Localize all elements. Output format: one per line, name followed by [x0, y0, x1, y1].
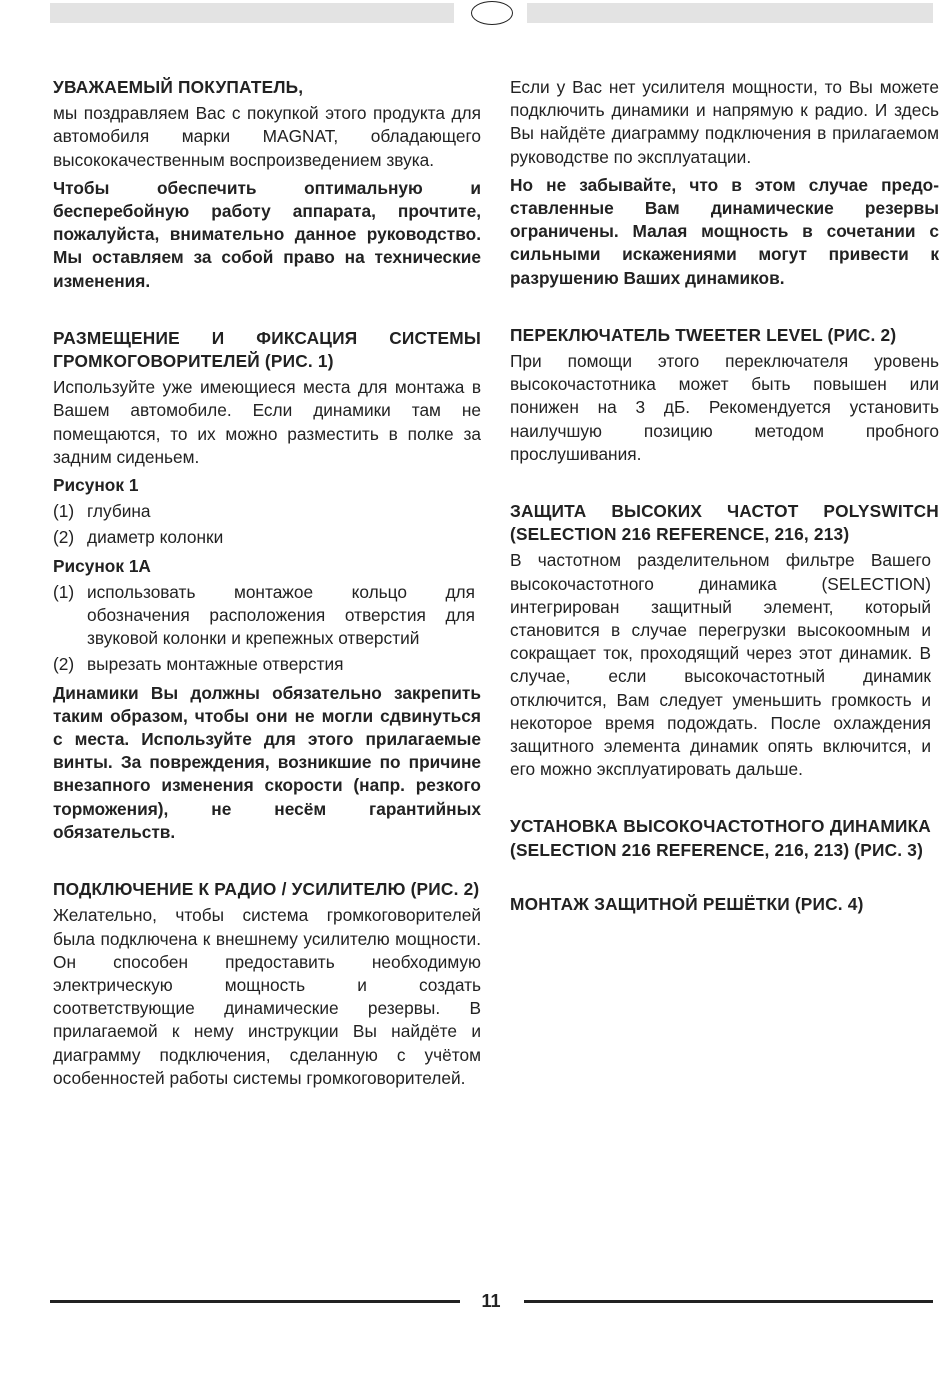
no-amplifier-notice: Но не забывайте, что в этом случае предоставленные Вам динамические резервы ограничены. Малая мощность в сочетании с сильными искажениями могут привести к разрушению Ваших динамиков.	[510, 174, 939, 288]
header-bar-left	[50, 3, 454, 23]
figure1-title: Рисунок 1	[53, 475, 139, 496]
greeting-heading: УВАЖАЕМЫЙ ПОКУПАТЕЛЬ,	[53, 77, 304, 97]
list-item: (1) использовать монтажое кольцо для обозначения расположения отверстия для звуковой колонки и крепежных отверстий	[53, 581, 475, 649]
placement-heading: РАЗМЕЩЕНИЕ И ФИКСАЦИЯ СИСТЕМЫ ГРОМКОГОВОРИТЕЛЕЙ (РИС. 1)	[53, 327, 481, 372]
tweeter-install-heading: УСТАНОВКА ВЫСОКОЧАСТОТНОГО ДИНАМИКА (SELECTION 216 REFERENCE, 216, 213) (РИС. 3)	[510, 816, 931, 860]
protection-heading: ЗАЩИТА ВЫСОКИХ ЧАСТОТ POLYSWITCH (SELECTION 216 REFERENCE, 216, 213)	[510, 501, 939, 545]
connection-text: Желательно, чтобы система громкоговорителей была подключена к внешнему усилителю мощности. Он способен предоставить необходимую электрическую мощность и создать соответствующие динамические резервы. В прилагаемой к нему инструкции Вы найдёте и диаграмму подключения, сделанную с учётом особенностей работы системы громкоговорителей.	[53, 905, 481, 1088]
list-item: (2) вырезать монтажные отверстия	[53, 654, 344, 675]
language-flag-oval-icon	[471, 1, 513, 25]
no-amplifier-text: Если у Вас нет усилителя мощности, то Вы можете подключить динамики и напрямую к радио. И здесь Вы найдёте диаграмму подключения в прилагаемом руководстве по эксплуатации.	[510, 77, 939, 167]
footer-rule-right	[524, 1300, 933, 1303]
header-bar-right	[527, 3, 933, 23]
placement-text: Используйте уже имеющиеся места для монтажа в Вашем автомобиле. Если динамики там не помещаются, то их можно разместить в полке за задним сиденьем.	[53, 377, 481, 467]
tweeter-level-heading: ПЕРЕКЛЮЧАТЕЛЬ TWEETER LEVEL (РИС. 2)	[510, 324, 897, 345]
list-item: (2) диаметр колонки	[53, 527, 224, 548]
figure1a-title: Рисунок 1А	[53, 555, 151, 576]
list-item: (1) глубина	[53, 501, 151, 522]
connection-heading: ПОДКЛЮЧЕНИЕ К РАДИО / УСИЛИТЕЛЮ (РИС. 2)	[53, 879, 480, 900]
left-column	[53, 76, 481, 1090]
greeting-text: мы поздравляем Вас с покупкой этого продукта для автомобиля марки MAGNAT, обладающего высококачественным воспроизведением звука.	[53, 103, 481, 170]
greeting-notice: Чтобы обеспечить оптимальную и бесперебойную работу аппарата, прочтите, пожалуйста, внимательно данное руководство. Мы оставляем за собой право на технические изменения.	[53, 177, 481, 291]
page-number: 11	[481, 1291, 501, 1311]
grille-mount-heading: МОНТАЖ ЗАЩИТНОЙ РЕШЁТКИ (РИС. 4)	[510, 893, 864, 914]
right-column	[510, 76, 939, 916]
footer-rule-left	[50, 1300, 460, 1303]
tweeter-level-text: При помощи этого переключателя уровень высокочастотника может быть повышен или понижен на 3 дБ. Рекомендуется установить наилучшую позицию методом пробного прослушивания.	[510, 351, 939, 464]
mounting-notice: Динамики Вы должны обязательно закрепить таким образом, чтобы они не могли сдвинуться с места. Используйте для этого прилагаемые винты. За повреждения, возникшие по причине внезапного изменения скорости (напр. резкого торможения), не несём гарантийных обязательств.	[53, 682, 481, 842]
protection-text: В частотном разделительном фильтре Вашего высокочастотного динамика (SELECTION) интегрирован защитный элемент, который становится в случае перегрузки высокоомным и сокращает ток, проходящий через этот динамик. В случае, если высокочастотный динамик отключится, Вам следует уменьшить громкость и некоторое время подождать. После охлаждения защитного элемента динамик опять включится, и его можно эксплуатировать дальше.	[510, 550, 931, 780]
